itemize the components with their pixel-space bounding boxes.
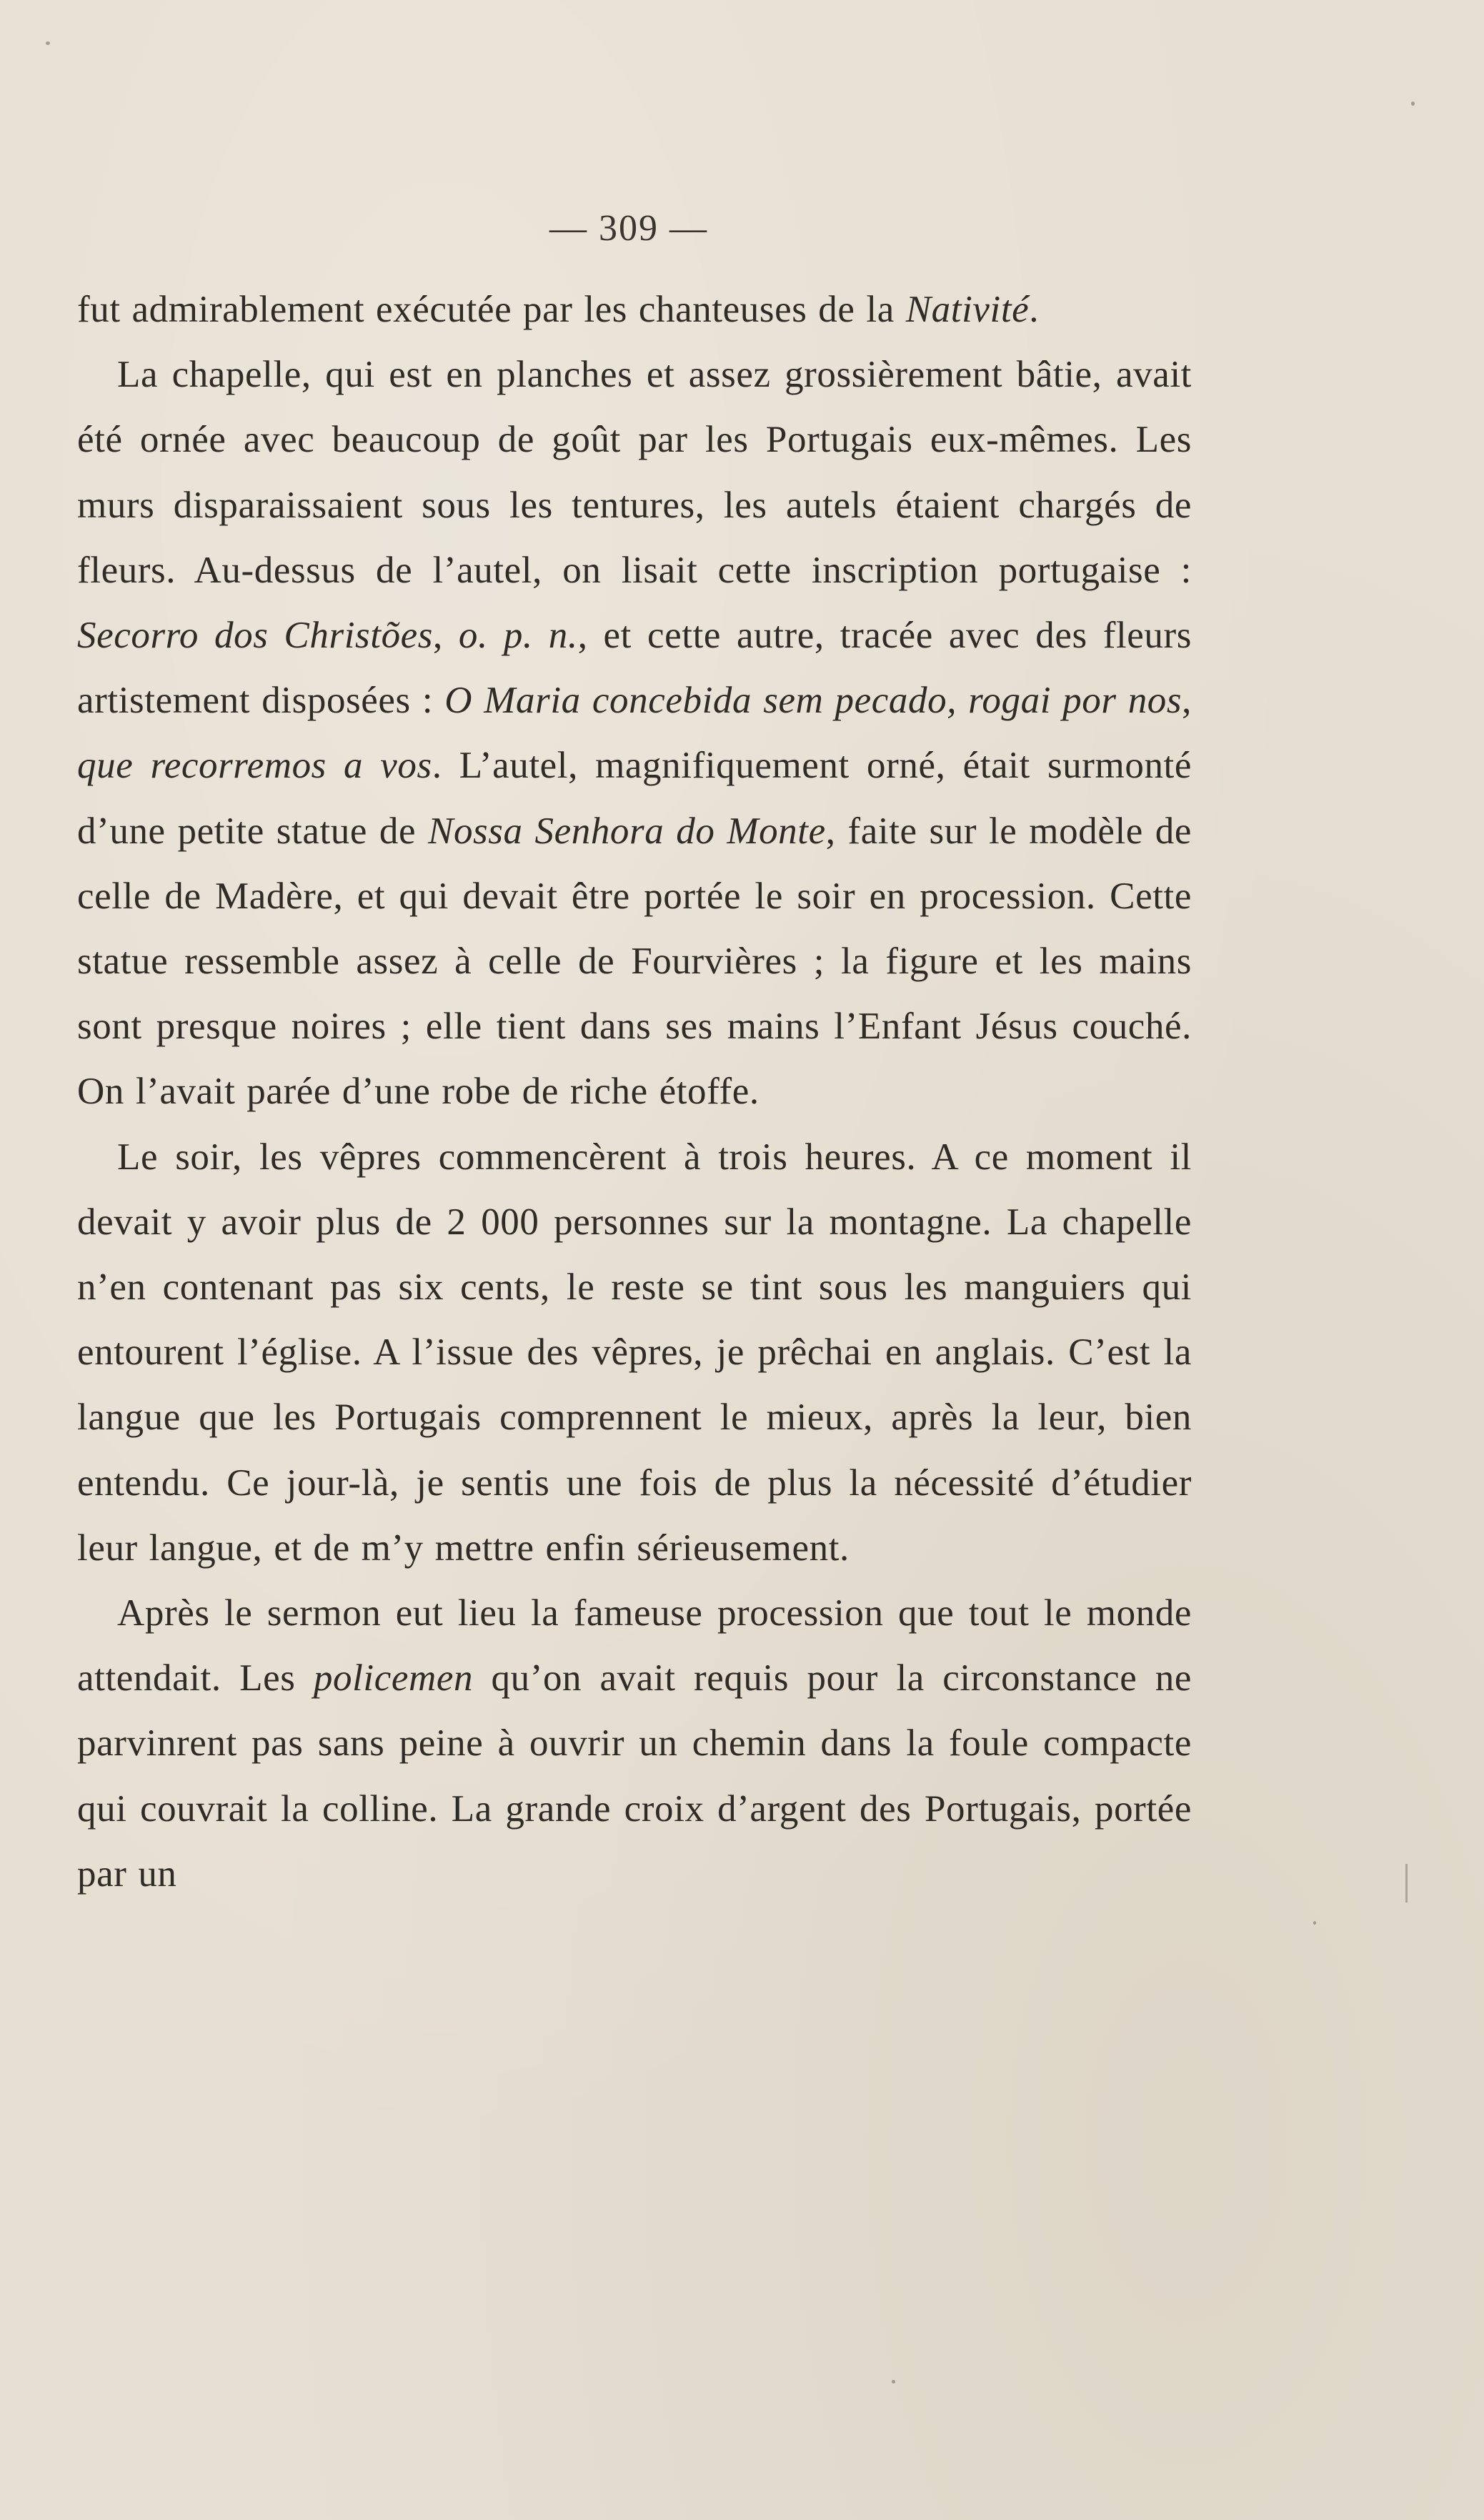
italic-text: o. p. n. [458,615,578,657]
paragraph [77,342,1192,1124]
text-run: Le soir, les vêpres commencèrent à trois heures. A ce moment il devait y avoir plus de 2 000 personnes sur la montagne. La chapelle n’en contenant pas six cents, le reste se tint sous les manguiers qui entourent l’église. A l’issue des vêpres, je prêchai en anglais. C’est la langue que les Portugais comprennent le mieux, après la leur, bien entendu. Ce jour-là, je sentis une fois de plus la nécessité d’étudier leur langue, et de m’y mettre enfin sérieusement. [77,1136,1192,1569]
paragraph [77,1125,1192,1581]
text-run: . [1029,289,1040,330]
italic-text: Nativité [905,289,1030,330]
paragraph [77,277,1192,342]
italic-text: policemen [313,1657,474,1700]
paper-speck [1313,1921,1316,1925]
paragraph [77,1581,1192,1907]
italic-text: O Maria concebida sem pecado, rogai por nos [444,680,1182,722]
paper-mark [1405,1864,1408,1903]
text-run: , [1182,680,1192,722]
paper-speck [46,41,50,45]
page-number: — 309 — [549,208,708,249]
paper-speck [892,2380,895,2383]
italic-text: que recorremos a vos [77,745,432,787]
text-run: , et cette autre, tracée avec des fleurs artistement disposées : [77,615,1192,722]
text-run: , [433,615,459,657]
text-run: Après le sermon eut lieu la fameuse procession que tout le monde attendait. Les [77,1592,1192,1700]
text-run: fut admirablement exécutée par les chanteuses de la [77,289,906,330]
text-run: , faite sur le modèle de celle de Madère, et qui devait être portée le soir en procession. Cette statue ressemble assez à celle de Fourvières ; la figure et les mains sont presque noires ; elle tient dans ses mains l’Enfant Jésus couché. On l’avait parée d’une robe de riche étoffe. [77,810,1192,1113]
text-run: La chapelle, qui est en planches et assez grossièrement bâtie, avait été ornée avec beaucoup de goût par les Portugais eux-mêmes. Les murs disparaissaient sous les tentures, les autels étaient chargés de fleurs. Au-dessus de l’autel, on lisait cette inscription portugaise : [77,354,1192,591]
text-run: qu’on avait requis pour la circonstance ne parvinrent pas sans peine à ouvrir un chemin dans la foule compacte qui couvrait la colline. La grande croix d’argent des Portugais, portée par un [77,1657,1192,1895]
paper-speck [1411,101,1415,106]
text-run: . L’autel, magnifiquement orné, était surmonté d’une petite statue de [77,745,1192,852]
italic-text: Secorro dos Christões [77,615,434,657]
body-text [77,277,1192,1907]
italic-text: Nossa Senhora do Monte [428,810,826,852]
